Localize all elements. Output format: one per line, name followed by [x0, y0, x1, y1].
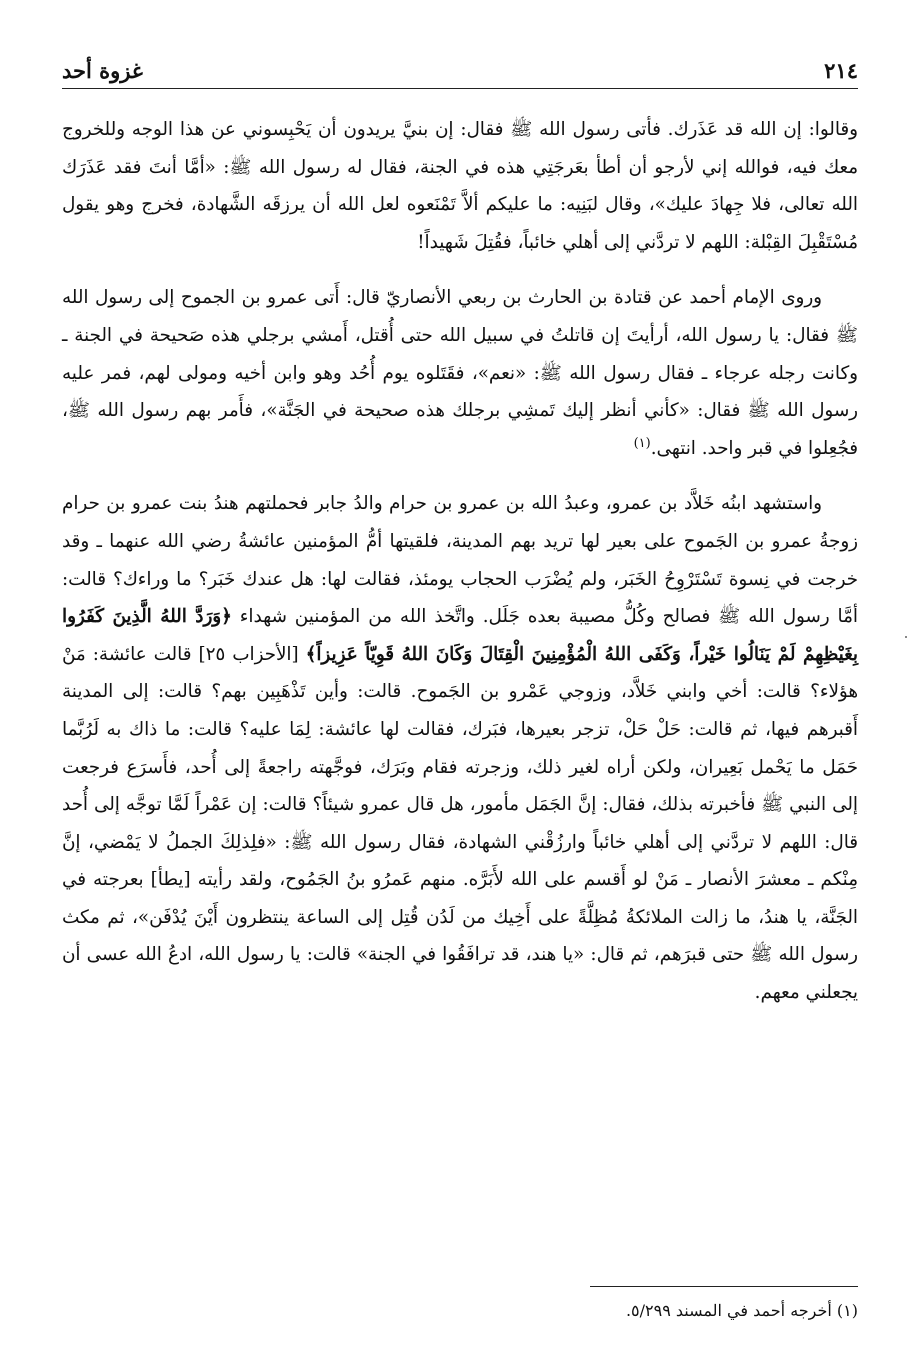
paragraph-3-text-before: واستشهد ابنُه خَلاَّد بن عمرو، وعبدُ الله بن عمرو بن حرام والدُ جابر فحملتهم هندُ بنت عمرو بن حرام زوجةُ عمرو بن الجَموح على بعير لها تريد بهم المدينة، فلقيتها أمُّ المؤمنين عائشةُ رضي الله عنهما ـ وقد خرجت في نِسوة تَسْتَرْوِحُ الخَبَر، ولم يُضْرَب الحجاب يومئذ، فقالت لها: هل عندك خَبَر؟ ما وراءك؟ قالت: أمَّا رسول الله ﷺ فصالح وكُلُّ مصيبة بعده جَلَل. واتَّخذ الله من المؤمنين شهداء — [62, 493, 858, 628]
footnote-reference: (١) — [633, 435, 651, 451]
paragraph-3-text-after: [الأحزاب ٢٥] قالت عائشة: مَنْ هؤلاء؟ قالت: أخي وابني خَلاَّد، وزوجي عَمْرو بن الجَموح. قالت: وأين تَذْهَبِين بهم؟ قالت: إلى المدينة أَقبرهم فيها، ثم قالت: حَلْ حَلْ، تزجر بعيرها، فبَرك، فقالت لها عائشة: لِمَا عليه؟ قالت: ما ذاك به لَرُبَّما حَمَل ما يَحْمل بَعِيران، ولكن أراه لغير ذلك، وزجرته فقام وبَرَك، فوجَّهته راجعةً إلى أُحد، فأَسرَع فرجعت إلى النبي ﷺ فأخبرته بذلك، فقال: إنَّ الجَمَل مأمور، هل قال عمرو شيئاً؟ قالت: إن عَمْراً لَمَّا توجَّه إلى أُحد قال: اللهم لا تردَّني إلى أهلي خائباً وارزُقْني الشهادة، فقال رسول الله ﷺ: «فلِذلِكَ الجملُ لا يَمْضي، إنَّ مِنْكم ـ معشرَ الأنصار ـ مَنْ لو أَقسم على الله لأَبَرَّه. منهم عَمرُو بنُ الجَمُوح، ولقد رأيته [يطأ] بعرجته في الجَنَّة، يا هندُ، ما زالت الملائكةُ مُظِلَّةً على أَخِيك من لَدُن قُتِل إلى الساعة ينتظرون أَيْنَ يُدْفَن»، ثم مكث رسول الله ﷺ حتى قبرَهم، ثم قال: «يا هند، قد ترافَقُوا في الجنة» قالت: يا رسول الله، ادعُ الله عسى أن يجعلني معهم. — [62, 643, 858, 1004]
paragraph-3 — [62, 485, 858, 1011]
running-title: غزوة أحد — [62, 58, 143, 83]
paragraph-1 — [62, 111, 858, 261]
margin-dot — [905, 636, 907, 638]
paragraph-2-text: وروى الإمام أحمد عن قتادة بن الحارث بن ربعي الأنصاريّ قال: أَتى عمرو بن الجموح إلى رسول الله ﷺ فقال: يا رسول الله، أرأيتَ إن قاتلتُ في سبيل الله حتى أُقتل، أَمشي برجلي هذه صَحيحة في الجنة ـ وكانت رجله عرجاء ـ فقال رسول الله ﷺ: «نعم»، فقَتَلوه يوم أُحُد وهو وابن أخيه ومولى لهم، فمر عليه رسول الله ﷺ فقال: «كأني أنظر إليك تَمشِي برجلك هذه صحيحة في الجَنَّة»، فأَمر بهم رسول الله ﷺ، فجُعِلوا في قبر واحد. انتهى. — [62, 287, 858, 459]
paragraph-1-text: وقالوا: إن الله قد عَذَرك. فأتى رسول الله ﷺ فقال: إن بنيَّ يريدون أن يَحْبِسوني عن هذا الوجه وللخروج معك فيه، فوالله إني لأرجو أن أطأ بعَرجَتِي هذه في الجنة، فقال له رسول الله ﷺ: «أمَّا أنتَ فقد عَذَرَك الله تعالى، فلا جِهادَ عليك»، وقال لبَنِيه: ما عليكم ألاَّ تَمْنَعوه لعل الله أن يرزقَه الشَّهادة، فخرج وهو يقول مُسْتَقْبِلَ القِبْلة: اللهم لا تردَّني إلى أهلي خائباً، فقُتِلَ شَهيداً! — [62, 119, 858, 253]
page-number: ٢١٤ — [824, 58, 858, 83]
paragraph-2 — [62, 279, 858, 467]
body-text — [62, 111, 858, 1012]
quran-verse: ﴿وَرَدَّ اللهُ الَّذِينَ كَفَرُوا بِغَيْظِهِمْ لَمْ يَنَالُوا خَيْراً، وَكَفَى اللهُ الْمُؤْمِنِينَ الْقِتَالَ وَكَانَ اللهُ قَوِيّاً عَزِيزاً﴾ — [62, 606, 858, 665]
footnote-divider — [590, 1286, 858, 1287]
page-header — [62, 54, 858, 89]
book-page — [62, 54, 858, 1344]
footnote: (١) أخرجه أحمد في المسند ٥/٢٩٩. — [625, 1301, 858, 1320]
footnote-area — [62, 1286, 858, 1323]
